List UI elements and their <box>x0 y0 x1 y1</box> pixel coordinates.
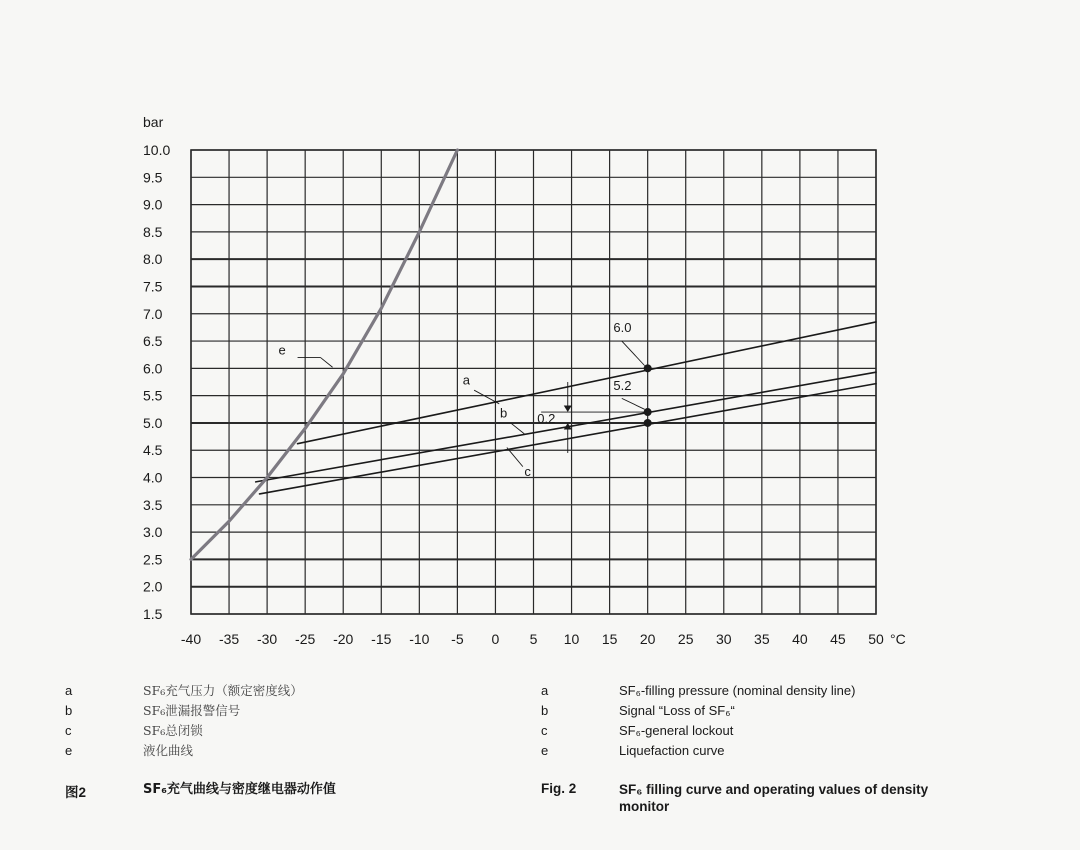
label-value-5-2: 5.2 <box>613 378 632 394</box>
legend-item <box>541 681 855 701</box>
y-tick-label: 6.5 <box>143 333 163 350</box>
label-value-6-0: 6.0 <box>613 319 632 335</box>
figure-caption-chinese <box>65 781 483 801</box>
legend-item <box>65 701 303 721</box>
x-axis-unit: °C <box>890 631 906 647</box>
legend-key: a <box>541 683 549 698</box>
legend-item <box>65 681 303 701</box>
y-tick-label: 10.0 <box>143 142 171 158</box>
legend-item <box>65 741 303 761</box>
leader-e <box>320 357 332 367</box>
series-line-a <box>298 319 876 444</box>
x-tick-label: 50 <box>868 631 884 647</box>
figure-title: SF₆ filling curve and operating values of density monitor <box>619 782 929 814</box>
y-tick-label: 5.0 <box>143 414 163 431</box>
x-tick-label: -40 <box>180 631 202 647</box>
x-tick-label: 15 <box>601 631 618 647</box>
y-tick-label: 9.0 <box>143 196 163 213</box>
label-b: b <box>500 405 508 421</box>
y-tick-label: 7.5 <box>143 278 163 295</box>
y-tick-label: 9.5 <box>143 169 163 186</box>
label-a: a <box>462 372 470 388</box>
legend-key: b <box>541 703 549 718</box>
legend-text: SF₆充气压力（额定密度线） <box>143 683 303 698</box>
legend-item <box>541 741 855 761</box>
legend-key: a <box>65 683 73 698</box>
y-tick-label: 4.5 <box>143 442 163 459</box>
legend-key: c <box>65 723 72 738</box>
x-tick-label: 45 <box>830 631 846 647</box>
y-tick-label: 6.0 <box>143 360 163 377</box>
x-tick-label: -25 <box>295 631 316 647</box>
legend-key: c <box>541 723 548 738</box>
y-tick-label: 1.5 <box>143 606 163 622</box>
series-line-e <box>191 150 457 559</box>
legend-item <box>65 721 303 741</box>
x-tick-label: -15 <box>371 631 392 647</box>
x-tick-label: 10 <box>563 631 580 647</box>
figure-title: SF₆充气曲线与密度继电器动作值 <box>143 782 336 797</box>
x-tick-label: -10 <box>409 631 430 647</box>
legend-chinese <box>65 681 303 761</box>
x-tick-label: 40 <box>792 631 808 647</box>
chart-grid <box>191 150 876 614</box>
x-tick-label: 5 <box>529 631 538 647</box>
figure-caption-english <box>541 781 959 815</box>
label-c: c <box>524 463 531 479</box>
y-tick-label: 4.0 <box>143 469 163 486</box>
y-tick-labels <box>143 142 170 622</box>
x-tick-label: -5 <box>451 631 464 647</box>
y-tick-label: 5.5 <box>143 387 163 404</box>
legend-item <box>541 721 855 741</box>
label-value-0-2: 0.2 <box>537 410 556 426</box>
x-tick-label: -20 <box>333 631 354 647</box>
data-point-marker <box>644 364 652 372</box>
legend-text: SF₆泄漏报警信号 <box>143 703 241 718</box>
y-tick-label: 8.0 <box>143 251 163 268</box>
leader-5-2 <box>622 398 645 409</box>
label-e: e <box>278 342 286 358</box>
legend-text: Signal “Loss of SF₆“ <box>619 703 735 718</box>
x-tick-label: 0 <box>491 631 500 647</box>
legend-text: 液化曲线 <box>143 743 194 758</box>
y-tick-label: 7.0 <box>143 305 163 322</box>
y-tick-label: 3.5 <box>143 496 163 513</box>
legend-english <box>541 681 855 761</box>
x-tick-label: 20 <box>639 631 656 647</box>
figure-number: 图2 <box>65 785 87 800</box>
legend-text: SF₆-general lockout <box>619 723 734 738</box>
x-tick-label: -30 <box>256 631 278 647</box>
leader-b <box>511 423 525 434</box>
legend-item <box>541 701 855 721</box>
x-tick-labels <box>181 631 884 647</box>
x-tick-label: 25 <box>677 631 694 647</box>
x-tick-label: 30 <box>715 631 732 647</box>
x-tick-label: -35 <box>218 631 240 647</box>
y-tick-label: 2.5 <box>143 551 163 568</box>
data-point-marker <box>644 419 652 427</box>
chart-annotations <box>279 320 648 479</box>
y-tick-label: 8.5 <box>143 223 163 240</box>
legend-text: SF₆总闭锁 <box>143 723 203 738</box>
legend-text: SF₆-filling pressure (nominal density line) <box>619 683 856 698</box>
y-tick-label: 2.0 <box>143 578 163 595</box>
y-axis-unit: bar <box>143 114 164 130</box>
leader-6-0 <box>622 341 645 366</box>
legend-text: Liquefaction curve <box>619 743 725 758</box>
legend-key: e <box>65 743 73 758</box>
figure-number: Fig. 2 <box>541 781 577 796</box>
arrow-head-down <box>564 405 572 412</box>
legend-key: e <box>541 743 549 758</box>
y-tick-label: 3.0 <box>143 524 163 541</box>
legend-key: b <box>65 703 73 718</box>
x-tick-label: 35 <box>754 631 770 647</box>
